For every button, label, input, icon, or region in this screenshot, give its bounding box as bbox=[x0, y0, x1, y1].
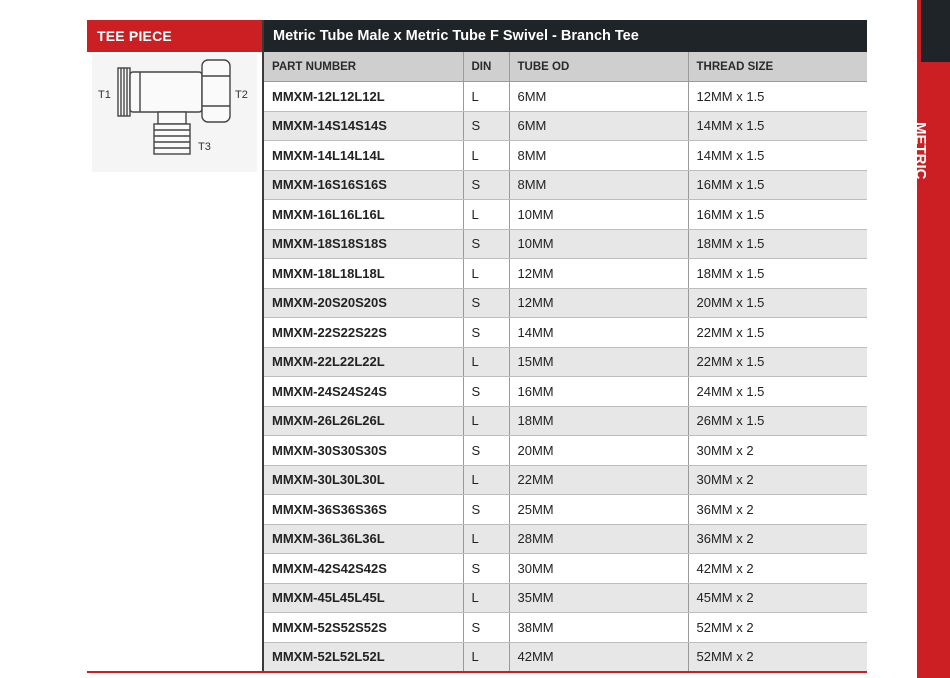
table-row bbox=[264, 200, 867, 230]
cell-part-number: MMXM-42S42S42S bbox=[264, 554, 463, 584]
cell-part-number: MMXM-16L16L16L bbox=[264, 200, 463, 230]
cell-din: L bbox=[463, 347, 509, 377]
table-row bbox=[264, 377, 867, 407]
cell-part-number: MMXM-24S24S24S bbox=[264, 377, 463, 407]
cell-din: S bbox=[463, 613, 509, 643]
table-title: Metric Tube Male x Metric Tube F Swivel - Branch Tee bbox=[264, 20, 867, 52]
cell-din: L bbox=[463, 642, 509, 672]
cell-tube-od: 16MM bbox=[509, 377, 688, 407]
cell-thread-size: 18MM x 1.5 bbox=[688, 259, 867, 289]
header-part-number: PART NUMBER bbox=[264, 52, 463, 82]
cell-din: L bbox=[463, 82, 509, 112]
cell-thread-size: 12MM x 1.5 bbox=[688, 82, 867, 112]
cell-thread-size: 52MM x 2 bbox=[688, 613, 867, 643]
cell-part-number: MMXM-22L22L22L bbox=[264, 347, 463, 377]
table-row bbox=[264, 465, 867, 495]
cell-thread-size: 18MM x 1.5 bbox=[688, 229, 867, 259]
cell-thread-size: 52MM x 2 bbox=[688, 642, 867, 672]
table-row bbox=[264, 259, 867, 289]
cell-part-number: MMXM-20S20S20S bbox=[264, 288, 463, 318]
cell-thread-size: 30MM x 2 bbox=[688, 465, 867, 495]
cell-thread-size: 16MM x 1.5 bbox=[688, 170, 867, 200]
label-t3: T3 bbox=[198, 141, 211, 153]
cell-tube-od: 42MM bbox=[509, 642, 688, 672]
table-row bbox=[264, 554, 867, 584]
cell-part-number: MMXM-12L12L12L bbox=[264, 82, 463, 112]
cell-tube-od: 18MM bbox=[509, 406, 688, 436]
cell-part-number: MMXM-18S18S18S bbox=[264, 229, 463, 259]
cell-din: S bbox=[463, 436, 509, 466]
bottom-rule bbox=[87, 671, 867, 673]
cell-tube-od: 12MM bbox=[509, 288, 688, 318]
cell-tube-od: 38MM bbox=[509, 613, 688, 643]
cell-thread-size: 36MM x 2 bbox=[688, 495, 867, 525]
cell-tube-od: 8MM bbox=[509, 170, 688, 200]
cell-thread-size: 45MM x 2 bbox=[688, 583, 867, 613]
table-row bbox=[264, 495, 867, 525]
table-row bbox=[264, 141, 867, 171]
cell-din: L bbox=[463, 524, 509, 554]
cell-din: S bbox=[463, 170, 509, 200]
cell-tube-od: 25MM bbox=[509, 495, 688, 525]
cell-part-number: MMXM-16S16S16S bbox=[264, 170, 463, 200]
cell-tube-od: 22MM bbox=[509, 465, 688, 495]
cell-tube-od: 10MM bbox=[509, 229, 688, 259]
cell-tube-od: 8MM bbox=[509, 141, 688, 171]
cell-thread-size: 14MM x 1.5 bbox=[688, 141, 867, 171]
cell-part-number: MMXM-36L36L36L bbox=[264, 524, 463, 554]
cell-din: L bbox=[463, 406, 509, 436]
cell-tube-od: 15MM bbox=[509, 347, 688, 377]
cell-thread-size: 20MM x 1.5 bbox=[688, 288, 867, 318]
cell-part-number: MMXM-18L18L18L bbox=[264, 259, 463, 289]
cell-part-number: MMXM-52L52L52L bbox=[264, 642, 463, 672]
cell-thread-size: 24MM x 1.5 bbox=[688, 377, 867, 407]
cell-din: L bbox=[463, 583, 509, 613]
cell-part-number: MMXM-26L26L26L bbox=[264, 406, 463, 436]
table-header-row bbox=[264, 52, 867, 82]
cell-thread-size: 14MM x 1.5 bbox=[688, 111, 867, 141]
side-tab bbox=[912, 0, 950, 678]
table-body bbox=[264, 82, 867, 672]
label-t2: T2 bbox=[235, 89, 248, 101]
cell-thread-size: 26MM x 1.5 bbox=[688, 406, 867, 436]
cell-din: S bbox=[463, 377, 509, 407]
cell-din: S bbox=[463, 111, 509, 141]
table-row bbox=[264, 82, 867, 112]
header-din: DIN bbox=[463, 52, 509, 82]
cell-din: S bbox=[463, 495, 509, 525]
header-tube-od: TUBE OD bbox=[509, 52, 688, 82]
parts-table bbox=[264, 52, 867, 672]
table-row bbox=[264, 436, 867, 466]
section-label: TEE PIECE bbox=[87, 20, 262, 52]
cell-thread-size: 30MM x 2 bbox=[688, 436, 867, 466]
cell-part-number: MMXM-30L30L30L bbox=[264, 465, 463, 495]
table-row bbox=[264, 288, 867, 318]
side-tab-text: METRIC bbox=[912, 122, 929, 180]
cell-part-number: MMXM-45L45L45L bbox=[264, 583, 463, 613]
cell-tube-od: 30MM bbox=[509, 554, 688, 584]
table-row bbox=[264, 613, 867, 643]
cell-thread-size: 22MM x 1.5 bbox=[688, 347, 867, 377]
cell-thread-size: 36MM x 2 bbox=[688, 524, 867, 554]
cell-part-number: MMXM-14L14L14L bbox=[264, 141, 463, 171]
cell-tube-od: 12MM bbox=[509, 259, 688, 289]
cell-part-number: MMXM-36S36S36S bbox=[264, 495, 463, 525]
table-row bbox=[264, 111, 867, 141]
cell-tube-od: 10MM bbox=[509, 200, 688, 230]
header-thread-size: THREAD SIZE bbox=[688, 52, 867, 82]
cell-tube-od: 6MM bbox=[509, 111, 688, 141]
cell-tube-od: 6MM bbox=[509, 82, 688, 112]
table-row bbox=[264, 170, 867, 200]
cell-tube-od: 35MM bbox=[509, 583, 688, 613]
cell-din: L bbox=[463, 141, 509, 171]
cell-part-number: MMXM-30S30S30S bbox=[264, 436, 463, 466]
cell-din: L bbox=[463, 200, 509, 230]
cell-thread-size: 42MM x 2 bbox=[688, 554, 867, 584]
table-row bbox=[264, 642, 867, 672]
table-row bbox=[264, 406, 867, 436]
table-row bbox=[264, 524, 867, 554]
cell-tube-od: 28MM bbox=[509, 524, 688, 554]
cell-part-number: MMXM-14S14S14S bbox=[264, 111, 463, 141]
cell-part-number: MMXM-52S52S52S bbox=[264, 613, 463, 643]
cell-din: S bbox=[463, 318, 509, 348]
cell-tube-od: 14MM bbox=[509, 318, 688, 348]
cell-din: L bbox=[463, 465, 509, 495]
cell-din: S bbox=[463, 229, 509, 259]
table-row bbox=[264, 583, 867, 613]
cell-part-number: MMXM-22S22S22S bbox=[264, 318, 463, 348]
table-row bbox=[264, 229, 867, 259]
cell-tube-od: 20MM bbox=[509, 436, 688, 466]
cell-thread-size: 22MM x 1.5 bbox=[688, 318, 867, 348]
tee-fitting-drawing bbox=[92, 54, 257, 172]
cell-din: S bbox=[463, 288, 509, 318]
cell-din: L bbox=[463, 259, 509, 289]
label-t1: T1 bbox=[98, 89, 111, 101]
table-row bbox=[264, 318, 867, 348]
cell-din: S bbox=[463, 554, 509, 584]
cell-thread-size: 16MM x 1.5 bbox=[688, 200, 867, 230]
table-row bbox=[264, 347, 867, 377]
